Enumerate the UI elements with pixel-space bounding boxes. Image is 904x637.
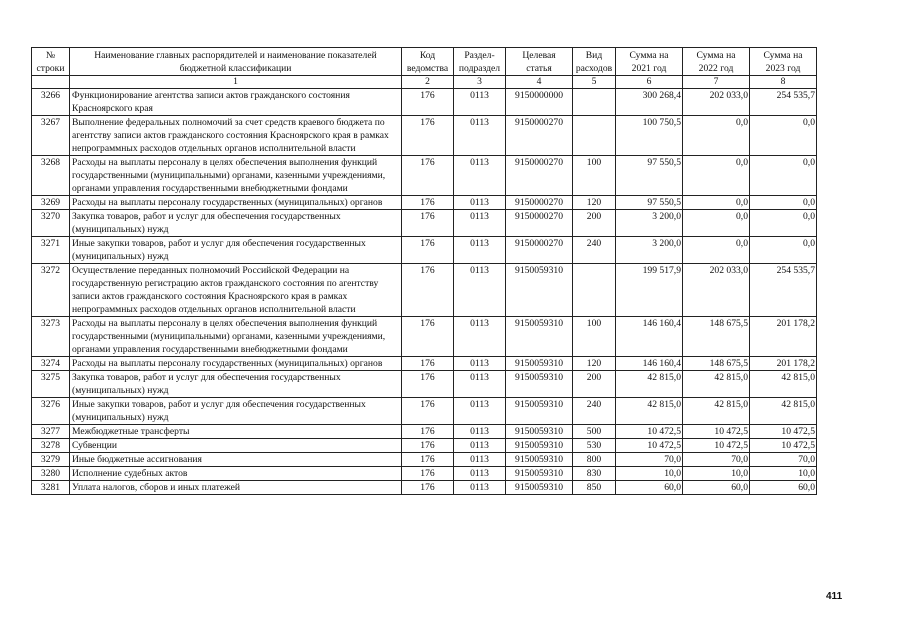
table-row <box>32 481 817 495</box>
sum-2021: 70,0 <box>616 453 683 467</box>
sum-2022: 42 815,0 <box>683 398 750 425</box>
section-code: 0113 <box>454 398 506 425</box>
target-item: 9150000270 <box>506 196 573 210</box>
row-name: Закупка товаров, работ и услуг для обеспечения государственных (муниципальных) нужд <box>70 210 402 237</box>
sum-2022: 0,0 <box>683 156 750 196</box>
sum-2023: 60,0 <box>750 481 817 495</box>
sum-2022: 0,0 <box>683 237 750 264</box>
header-row-number: № строки <box>32 48 70 76</box>
sum-2022: 10 472,5 <box>683 425 750 439</box>
header-sum-2023: Сумма на 2023 год <box>750 48 817 76</box>
expense-type: 530 <box>573 439 616 453</box>
sum-2021: 10 472,5 <box>616 425 683 439</box>
department-code: 176 <box>402 439 454 453</box>
header-section: Раздел- подраздел <box>454 48 506 76</box>
expense-type: 100 <box>573 317 616 357</box>
section-code: 0113 <box>454 371 506 398</box>
target-item: 9150059310 <box>506 398 573 425</box>
section-code: 0113 <box>454 264 506 317</box>
row-number: 3276 <box>32 398 70 425</box>
sum-2022: 148 675,5 <box>683 357 750 371</box>
target-item: 9150059310 <box>506 371 573 398</box>
expense-type: 200 <box>573 371 616 398</box>
column-index: 3 <box>454 76 506 89</box>
sum-2021: 42 815,0 <box>616 398 683 425</box>
row-name: Закупка товаров, работ и услуг для обеспечения государственных (муниципальных) нужд <box>70 371 402 398</box>
column-index: 8 <box>750 76 817 89</box>
table-row <box>32 89 817 116</box>
sum-2023: 42 815,0 <box>750 398 817 425</box>
table-row <box>32 467 817 481</box>
table-row <box>32 357 817 371</box>
department-code: 176 <box>402 425 454 439</box>
expense-type: 200 <box>573 210 616 237</box>
column-index <box>32 76 70 89</box>
table-row <box>32 116 817 156</box>
row-number: 3267 <box>32 116 70 156</box>
sum-2022: 148 675,5 <box>683 317 750 357</box>
department-code: 176 <box>402 467 454 481</box>
department-code: 176 <box>402 398 454 425</box>
department-code: 176 <box>402 453 454 467</box>
target-item: 9150059310 <box>506 467 573 481</box>
column-index: 7 <box>683 76 750 89</box>
department-code: 176 <box>402 210 454 237</box>
row-number: 3278 <box>32 439 70 453</box>
header-sum-2022: Сумма на 2022 год <box>683 48 750 76</box>
row-name: Иные бюджетные ассигнования <box>70 453 402 467</box>
sum-2021: 10,0 <box>616 467 683 481</box>
sum-2022: 0,0 <box>683 116 750 156</box>
header-name: Наименование главных распорядителей и наименование показателей бюджетной классификации <box>70 48 402 76</box>
column-index: 6 <box>616 76 683 89</box>
sum-2021: 146 160,4 <box>616 357 683 371</box>
section-code: 0113 <box>454 439 506 453</box>
section-code: 0113 <box>454 156 506 196</box>
expense-type <box>573 116 616 156</box>
section-code: 0113 <box>454 317 506 357</box>
row-number: 3271 <box>32 237 70 264</box>
sum-2021: 199 517,9 <box>616 264 683 317</box>
sum-2022: 0,0 <box>683 210 750 237</box>
sum-2022: 0,0 <box>683 196 750 210</box>
row-number: 3268 <box>32 156 70 196</box>
row-name: Расходы на выплаты персоналу в целях обеспечения выполнения функций государственными (муниципальными) органами, казенными учреждениями, органами управления государственными внебюджетными фондами <box>70 156 402 196</box>
expense-type: 800 <box>573 453 616 467</box>
table-row <box>32 425 817 439</box>
column-index: 5 <box>573 76 616 89</box>
sum-2023: 0,0 <box>750 210 817 237</box>
table-row <box>32 398 817 425</box>
expense-type: 240 <box>573 398 616 425</box>
sum-2022: 10 472,5 <box>683 439 750 453</box>
sum-2023: 0,0 <box>750 237 817 264</box>
row-number: 3275 <box>32 371 70 398</box>
target-item: 9150059310 <box>506 317 573 357</box>
table-row <box>32 317 817 357</box>
section-code: 0113 <box>454 425 506 439</box>
sum-2021: 100 750,5 <box>616 116 683 156</box>
department-code: 176 <box>402 89 454 116</box>
header-sum-2021: Сумма на 2021 год <box>616 48 683 76</box>
target-item: 9150059310 <box>506 439 573 453</box>
table-row <box>32 156 817 196</box>
section-code: 0113 <box>454 237 506 264</box>
header-expense-type: Вид расходов <box>573 48 616 76</box>
row-name: Иные закупки товаров, работ и услуг для обеспечения государственных (муниципальных) нужд <box>70 398 402 425</box>
section-code: 0113 <box>454 116 506 156</box>
expense-type: 120 <box>573 196 616 210</box>
target-item: 9150000270 <box>506 237 573 264</box>
sum-2023: 0,0 <box>750 196 817 210</box>
section-code: 0113 <box>454 357 506 371</box>
sum-2022: 10,0 <box>683 467 750 481</box>
department-code: 176 <box>402 116 454 156</box>
target-item: 9150000270 <box>506 210 573 237</box>
department-code: 176 <box>402 371 454 398</box>
row-number: 3279 <box>32 453 70 467</box>
row-name: Расходы на выплаты персоналу в целях обеспечения выполнения функций государственными (муниципальными) органами, казенными учреждениями, органами управления государственными внебюджетными фондами <box>70 317 402 357</box>
sum-2023: 70,0 <box>750 453 817 467</box>
expense-type: 850 <box>573 481 616 495</box>
row-name: Исполнение судебных актов <box>70 467 402 481</box>
sum-2021: 60,0 <box>616 481 683 495</box>
row-number: 3277 <box>32 425 70 439</box>
sum-2022: 202 033,0 <box>683 89 750 116</box>
expense-type: 500 <box>573 425 616 439</box>
column-index: 4 <box>506 76 573 89</box>
table-row <box>32 196 817 210</box>
expense-type: 100 <box>573 156 616 196</box>
row-name: Субвенции <box>70 439 402 453</box>
sum-2021: 10 472,5 <box>616 439 683 453</box>
target-item: 9150000000 <box>506 89 573 116</box>
target-item: 9150000270 <box>506 156 573 196</box>
header-row <box>32 48 817 76</box>
department-code: 176 <box>402 156 454 196</box>
sum-2021: 3 200,0 <box>616 210 683 237</box>
row-name: Иные закупки товаров, работ и услуг для обеспечения государственных (муниципальных) нужд <box>70 237 402 264</box>
column-index: 1 <box>70 76 402 89</box>
section-code: 0113 <box>454 453 506 467</box>
department-code: 176 <box>402 237 454 264</box>
sum-2023: 0,0 <box>750 116 817 156</box>
expense-type <box>573 264 616 317</box>
expense-type: 120 <box>573 357 616 371</box>
row-number: 3272 <box>32 264 70 317</box>
department-code: 176 <box>402 264 454 317</box>
sum-2021: 3 200,0 <box>616 237 683 264</box>
sum-2023: 254 535,7 <box>750 264 817 317</box>
row-number: 3274 <box>32 357 70 371</box>
row-name: Выполнение федеральных полномочий за счет средств краевого бюджета по агентству записи актов гражданского состояния Красноярского края в рамках непрограммных расходов отдельных органов исполнительной власти <box>70 116 402 156</box>
column-index: 2 <box>402 76 454 89</box>
department-code: 176 <box>402 481 454 495</box>
sum-2022: 70,0 <box>683 453 750 467</box>
sum-2023: 42 815,0 <box>750 371 817 398</box>
target-item: 9150059310 <box>506 425 573 439</box>
sum-2023: 10 472,5 <box>750 439 817 453</box>
row-name: Уплата налогов, сборов и иных платежей <box>70 481 402 495</box>
department-code: 176 <box>402 317 454 357</box>
sum-2022: 60,0 <box>683 481 750 495</box>
table-row <box>32 371 817 398</box>
section-code: 0113 <box>454 467 506 481</box>
row-number: 3280 <box>32 467 70 481</box>
column-index-row <box>32 76 817 89</box>
department-code: 176 <box>402 357 454 371</box>
table-row <box>32 453 817 467</box>
target-item: 9150059310 <box>506 453 573 467</box>
sum-2023: 201 178,2 <box>750 357 817 371</box>
row-number: 3266 <box>32 89 70 116</box>
page-number: 411 <box>826 591 843 602</box>
row-number: 3269 <box>32 196 70 210</box>
row-name: Расходы на выплаты персоналу государственных (муниципальных) органов <box>70 196 402 210</box>
row-number: 3281 <box>32 481 70 495</box>
section-code: 0113 <box>454 481 506 495</box>
department-code: 176 <box>402 196 454 210</box>
sum-2022: 202 033,0 <box>683 264 750 317</box>
expense-type: 240 <box>573 237 616 264</box>
sum-2023: 254 535,7 <box>750 89 817 116</box>
row-number: 3270 <box>32 210 70 237</box>
section-code: 0113 <box>454 210 506 237</box>
row-name: Осуществление переданных полномочий Российской Федерации на государственную регистрацию актов гражданского состояния по агентству записи актов гражданского состояния Красноярского края в рамках непрограммных расходов отдельных органов исполнительной власти <box>70 264 402 317</box>
table-row <box>32 264 817 317</box>
row-number: 3273 <box>32 317 70 357</box>
target-item: 9150059310 <box>506 481 573 495</box>
table-row <box>32 439 817 453</box>
sum-2022: 42 815,0 <box>683 371 750 398</box>
section-code: 0113 <box>454 89 506 116</box>
target-item: 9150059310 <box>506 357 573 371</box>
sum-2021: 97 550,5 <box>616 196 683 210</box>
section-code: 0113 <box>454 196 506 210</box>
sum-2023: 201 178,2 <box>750 317 817 357</box>
budget-table <box>31 47 817 495</box>
expense-type <box>573 89 616 116</box>
row-name: Расходы на выплаты персоналу государственных (муниципальных) органов <box>70 357 402 371</box>
target-item: 9150000270 <box>506 116 573 156</box>
row-name: Функционирование агентства записи актов гражданского состояния Красноярского края <box>70 89 402 116</box>
sum-2021: 42 815,0 <box>616 371 683 398</box>
sum-2021: 146 160,4 <box>616 317 683 357</box>
table-row <box>32 210 817 237</box>
sum-2023: 0,0 <box>750 156 817 196</box>
sum-2023: 10 472,5 <box>750 425 817 439</box>
table-row <box>32 237 817 264</box>
header-department-code: Код ведомства <box>402 48 454 76</box>
target-item: 9150059310 <box>506 264 573 317</box>
row-name: Межбюджетные трансферты <box>70 425 402 439</box>
header-target-item: Целевая статья <box>506 48 573 76</box>
sum-2023: 10,0 <box>750 467 817 481</box>
sum-2021: 97 550,5 <box>616 156 683 196</box>
sum-2021: 300 268,4 <box>616 89 683 116</box>
expense-type: 830 <box>573 467 616 481</box>
